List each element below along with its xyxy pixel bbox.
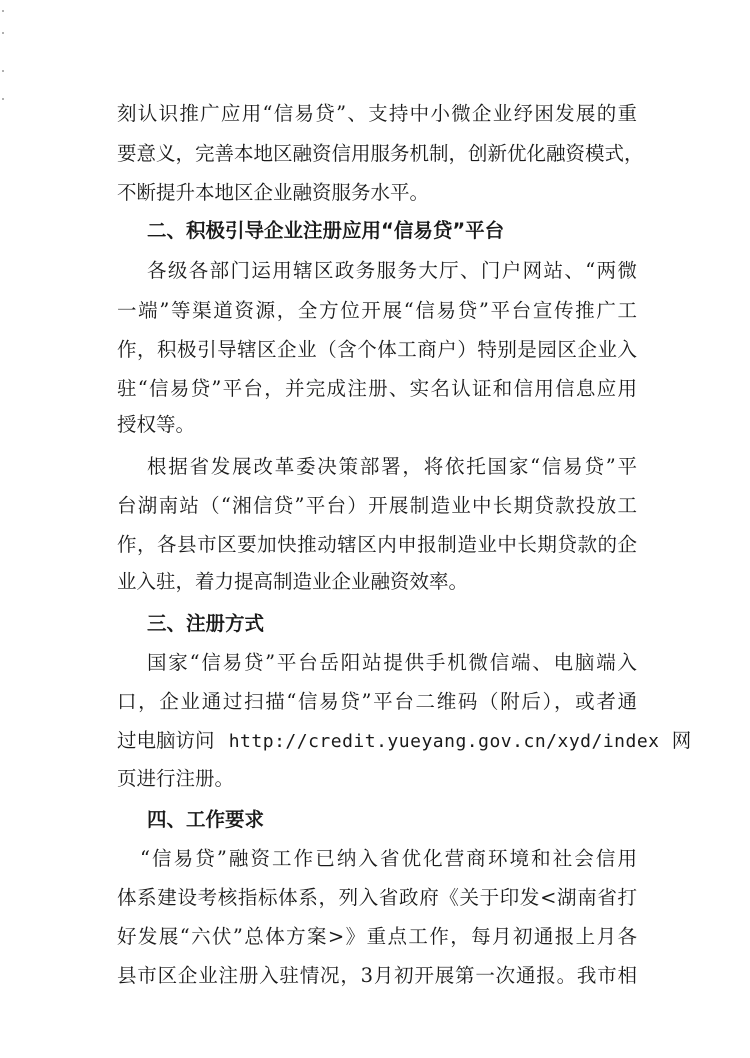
body-line: 国家“信易贷”平台岳阳站提供手机微信端、电脑端入 [147,651,637,674]
body-line: 台湖南站（“湘信贷”平台）开展制造业中长期贷款投放工 [117,494,637,517]
body-line: 作，各县市区要加快推动辖区内申报制造业中长期贷款的企 [117,533,637,556]
section-heading: 二、积极引导企业注册应用“信易贷”平台 [147,219,505,242]
body-line: 作，积极引导辖区企业（含个体工商户）特别是园区企业入 [117,338,637,361]
scan-mark [2,98,4,100]
registration-link[interactable]: http://credit.yueyang.gov.cn/xyd/index [228,731,660,752]
body-line: 要意义，完善本地区融资信用服务机制，创新优化融资模式， [117,142,644,165]
body-line: 口，企业通过扫描“信易贷”平台二维码（附后），或者通 [117,690,637,713]
body-line: 业入驻，着力提高制造业企业融资效率。 [117,570,469,593]
body-line: 根据省发展改革委决策部署，将依托国家“信易贷”平 [147,455,637,478]
body-line: 好发展“六伏”总体方案>》重点工作，每月初通报上月各 [117,925,637,948]
body-line: 一端”等渠道资源，全方位开展“信易贷”平台宣传推广工 [117,299,637,322]
section-heading: 三、注册方式 [147,612,265,635]
url-prefix-text: 过电脑访问 [117,729,215,752]
body-line: “信易贷”融资工作已纳入省优化营商环境和社会信用 [140,847,637,870]
body-line: 授权等。 [117,413,196,436]
body-line: 页进行注册。 [117,767,235,790]
body-line: 体系建设考核指标体系，列入省政府《关于印发<湖南省打 [117,886,637,909]
body-line: 各级各部门运用辖区政务服务大厅、门户网站、“两微 [147,259,637,282]
scan-mark [2,70,4,72]
body-line: 驻“信易贷”平台，并完成注册、实名认证和信用信息应用 [117,377,637,400]
body-line-url [117,724,692,758]
scan-mark [2,10,4,12]
section-heading: 四、工作要求 [147,808,265,831]
url-suffix-text: 网 [671,729,692,752]
body-line: 不断提升本地区企业融资服务水平。 [117,181,430,204]
scan-mark [2,32,4,34]
body-line: 县市区企业注册入驻情况，3月初开展第一次通报。我市相 [117,964,637,987]
body-line: 刻认识推广应用“信易贷”、支持中小微企业纾困发展的重 [117,102,637,125]
